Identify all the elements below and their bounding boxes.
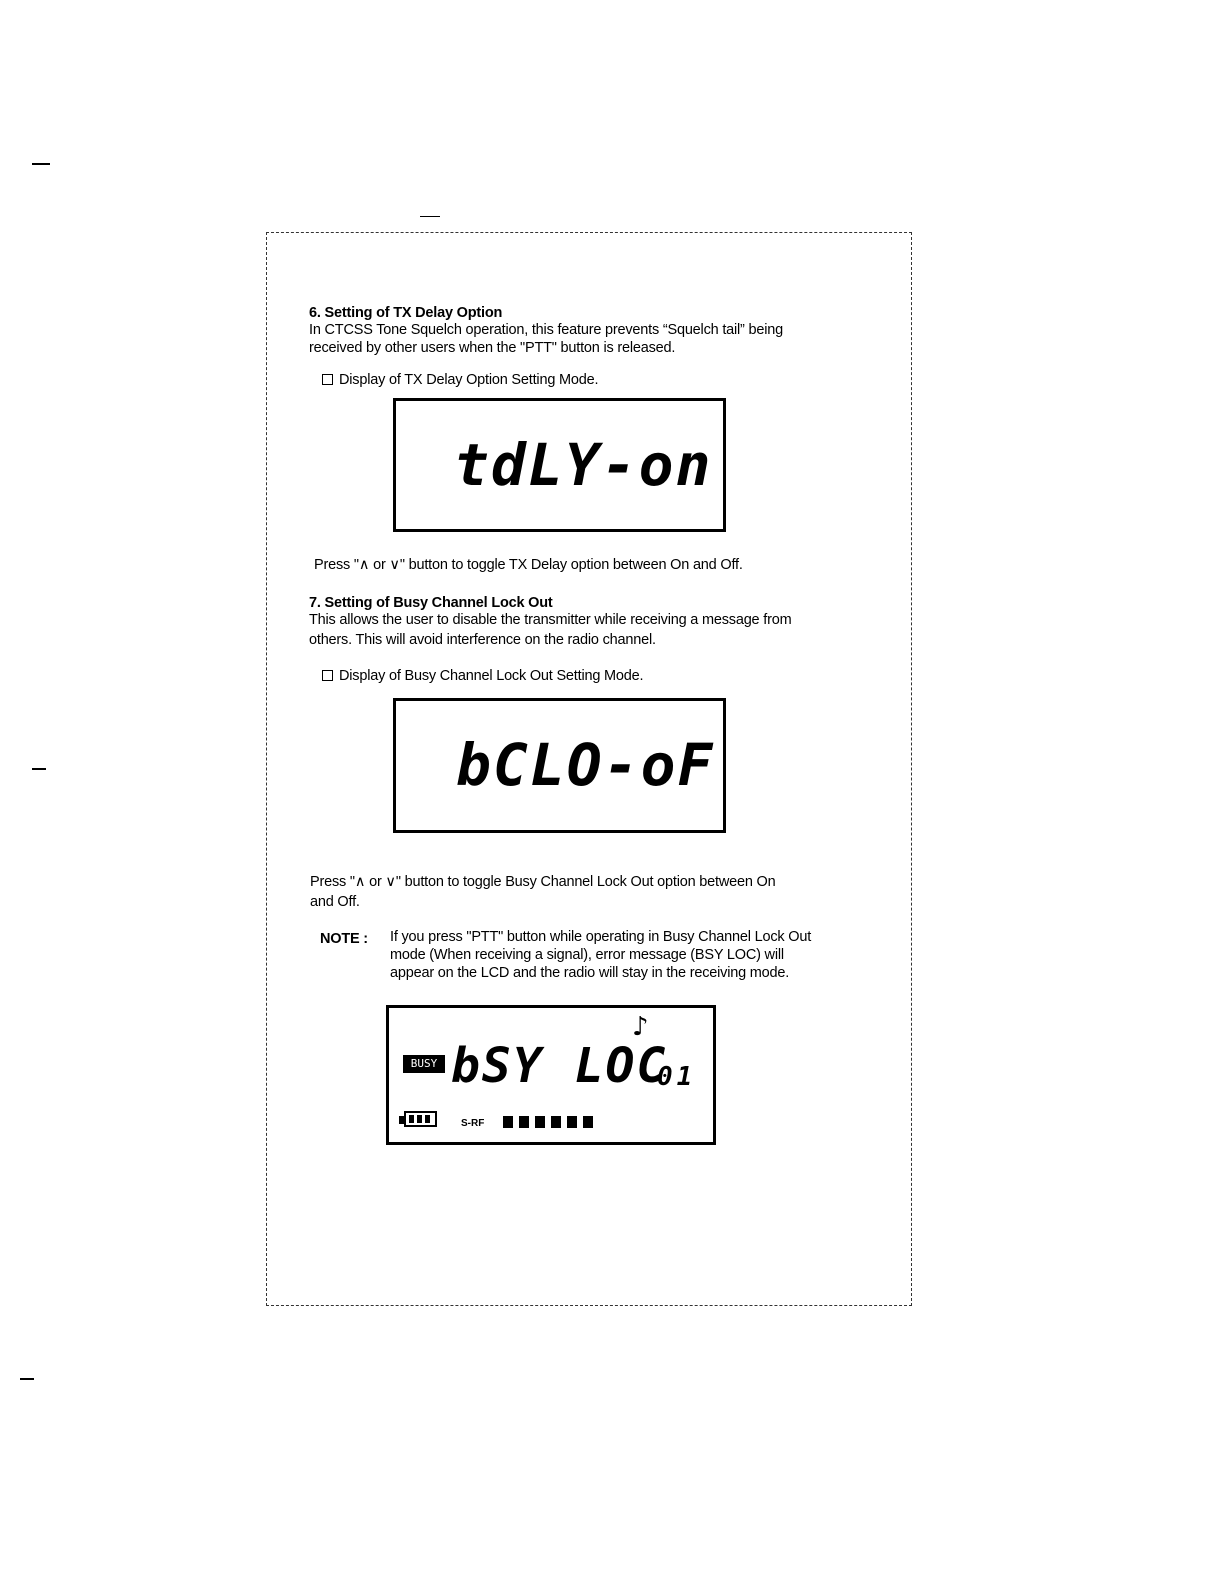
signal-bar — [583, 1116, 593, 1128]
scan-mark — [32, 163, 50, 165]
section7-press-line2: and Off. — [310, 894, 360, 910]
section7-display-caption: Display of Busy Channel Lock Out Setting Mode. — [322, 667, 643, 685]
note-line1: If you press "PTT" button while operating in Busy Channel Lock Out — [390, 929, 812, 945]
section6-display-caption: Display of TX Delay Option Setting Mode. — [322, 371, 598, 389]
note-line2: mode (When receiving a signal), error message (BSY LOC) will — [390, 947, 784, 963]
checkbox-icon — [322, 670, 333, 681]
busy-lockout-lcd-text: bCLO-oF — [456, 731, 715, 799]
checkbox-icon — [322, 374, 333, 385]
scan-mark — [420, 216, 440, 217]
section6-heading: 6. Setting of TX Delay Option — [309, 305, 503, 321]
busy-error-lcd — [386, 1005, 716, 1145]
tx-delay-lcd-text: tdLY-on — [454, 431, 713, 499]
section6-paragraph-line2: received by other users when the "PTT" button is released. — [309, 340, 676, 356]
scan-mark — [32, 768, 46, 770]
signal-bar — [503, 1116, 513, 1128]
signal-bar — [551, 1116, 561, 1128]
scan-mark — [20, 1378, 34, 1380]
signal-bar — [535, 1116, 545, 1128]
section7-press-line1: Press "∧ or ∨" button to toggle Busy Channel Lock Out option between On — [310, 874, 776, 890]
signal-bar — [519, 1116, 529, 1128]
note-line3: appear on the LCD and the radio will stay in the receiving mode. — [390, 965, 790, 981]
section7-heading: 7. Setting of Busy Channel Lock Out — [309, 595, 553, 611]
busy-badge: BUSY — [403, 1055, 445, 1073]
busy-lockout-lcd — [393, 698, 726, 833]
section6-paragraph-line1: In CTCSS Tone Squelch operation, this feature prevents “Squelch tail” being — [309, 322, 783, 338]
s-rf-label: S-RF — [461, 1118, 485, 1129]
section6-press-instruction: Press "∧ or ∨" button to toggle TX Delay option between On and Off. — [314, 557, 743, 573]
section7-paragraph-line2: others. This will avoid interference on the radio channel. — [309, 632, 656, 648]
busy-lcd-channel: 01 — [657, 1062, 697, 1092]
note-label: NOTE : — [320, 931, 368, 947]
signal-bar — [567, 1116, 577, 1128]
busy-lcd-main-text: bSY LOC — [451, 1038, 668, 1094]
section7-paragraph-line1: This allows the user to disable the transmitter while receiving a message from — [309, 612, 792, 628]
battery-icon — [399, 1111, 439, 1129]
music-note-icon: ♪ — [632, 1012, 649, 1042]
tx-delay-lcd — [393, 398, 726, 532]
